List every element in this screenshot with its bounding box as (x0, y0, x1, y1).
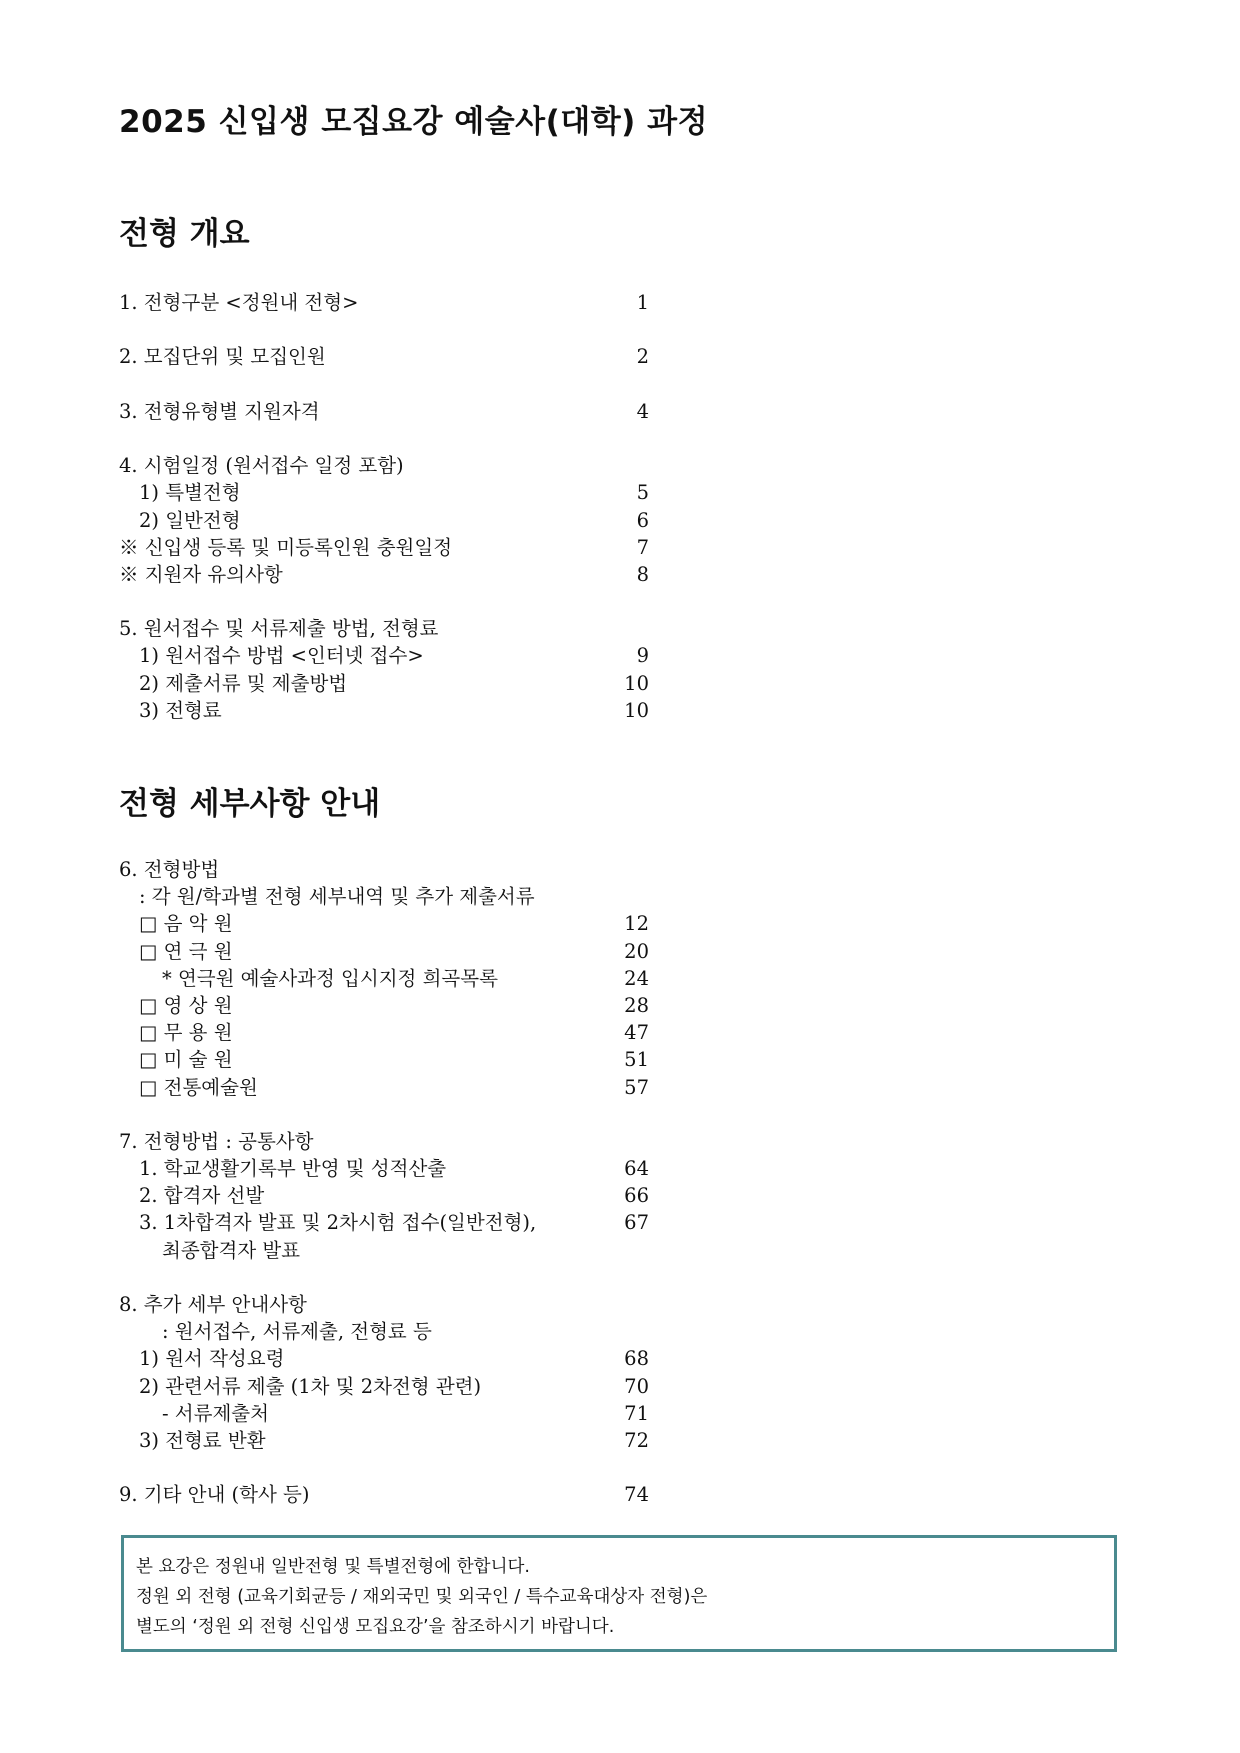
toc-entry (119, 1046, 649, 1073)
toc-spacer (119, 1101, 649, 1128)
toc-entry (119, 670, 649, 697)
toc-entry-page: 68 (624, 1347, 649, 1371)
toc-entry-text: □ 미 술 원 (139, 1048, 233, 1072)
toc-entry-text: * 연극원 예술사과정 입시지정 희곡목록 (162, 966, 498, 990)
toc-entry (119, 561, 649, 588)
toc-entry-text: 3) 전형료 반환 (139, 1428, 266, 1452)
toc-entry-text: 2. 합격자 선발 (139, 1184, 265, 1208)
toc-entry-page: 72 (624, 1428, 649, 1452)
toc-entry (119, 1373, 649, 1400)
toc-entry-text: 2) 제출서류 및 제출방법 (139, 671, 348, 695)
toc-entry (119, 1074, 649, 1101)
toc-spacer (119, 371, 649, 398)
toc-entry-text: 1) 특별전형 (139, 481, 241, 505)
toc-spacer (119, 1264, 649, 1291)
toc-entry (119, 1209, 649, 1236)
toc-entry-page: 10 (624, 698, 649, 722)
toc-entry (119, 883, 649, 910)
toc-entry-text: 1) 원서 작성요령 (139, 1347, 285, 1371)
toc-entry-page: 70 (624, 1374, 649, 1398)
toc-entry-page: 28 (624, 993, 649, 1017)
toc-entry (119, 1291, 649, 1318)
toc-entry (119, 452, 649, 479)
toc-entry-text: 1) 원서접수 방법 <인터넷 접수> (139, 644, 424, 668)
toc-spacer (119, 316, 649, 343)
toc-entry-page: 10 (624, 671, 649, 695)
toc-entry (119, 1345, 649, 1372)
toc-entry-page: 1 (636, 291, 649, 314)
toc-entry-page: 9 (636, 644, 649, 668)
toc-entry (119, 965, 649, 992)
toc-entry-text: 3) 전형료 (139, 698, 222, 722)
toc-entry (119, 1128, 649, 1155)
toc-entry-page: 47 (624, 1021, 649, 1045)
toc-entry-text: □ 연 극 원 (139, 939, 233, 963)
section-heading-details: 전형 세부사항 안내 (119, 786, 381, 822)
toc-entry (119, 289, 649, 316)
toc-entry (119, 1318, 649, 1345)
toc-entry-text: ※ 지원자 유의사항 (119, 562, 283, 586)
notice-line: 별도의 ‘정원 외 전형 신입생 모집요강’을 참조하시기 바랍니다. (136, 1617, 615, 1637)
toc-entry (119, 534, 649, 561)
toc-entry-text: 3. 1차합격자 발표 및 2차시험 접수(일반전형), (139, 1211, 537, 1235)
toc-entry (119, 856, 649, 883)
toc-entry-text: □ 영 상 원 (139, 993, 233, 1017)
toc-entry-text: 최종합격자 발표 (162, 1238, 301, 1262)
toc-entry-page: 20 (624, 939, 649, 963)
toc-entry (119, 1400, 649, 1427)
toc-entry-page: 51 (624, 1048, 649, 1072)
toc-entry-page: 66 (624, 1184, 649, 1208)
toc-entry-page: 2 (636, 345, 649, 369)
toc-entry-page: 6 (636, 508, 649, 532)
toc-entry (119, 1481, 649, 1508)
toc-entry-text: 8. 추가 세부 안내사항 (119, 1293, 307, 1316)
toc-entry (119, 398, 649, 425)
toc-entry-page: 8 (636, 562, 649, 586)
toc-entry (119, 1182, 649, 1209)
toc-entry (119, 615, 649, 642)
toc-entry-page: 64 (624, 1157, 649, 1181)
toc-entry-text: 4. 시험일정 (원서접수 일정 포함) (119, 454, 404, 478)
toc-spacer (119, 588, 649, 615)
toc-entry-text: □ 무 용 원 (139, 1021, 233, 1045)
toc-entry-text: ※ 신입생 등록 및 미등록인원 충원일정 (119, 535, 453, 559)
toc-entry (119, 642, 649, 669)
toc-entry-text: : 원서접수, 서류제출, 전형료 등 (162, 1320, 432, 1344)
toc-entry-page: 74 (624, 1483, 649, 1507)
toc-entry (119, 1019, 649, 1046)
toc-entry-page: 71 (624, 1401, 649, 1425)
toc-entry-text: □ 전통예술원 (139, 1075, 258, 1099)
toc-spacer (119, 425, 649, 452)
toc-entry-page: 7 (636, 535, 649, 559)
toc-entry-text: 3. 전형유형별 지원자격 (119, 399, 320, 423)
toc-spacer (119, 1454, 649, 1481)
toc-entry-page: 12 (624, 912, 649, 936)
toc-entry-text: 2. 모집단위 및 모집인원 (119, 345, 326, 369)
toc-entry (119, 910, 649, 937)
toc-details (119, 856, 649, 1509)
toc-entry (119, 479, 649, 506)
toc-entry (119, 697, 649, 724)
toc-entry (119, 1237, 649, 1264)
toc-entry-text: 7. 전형방법 : 공통사항 (119, 1129, 314, 1153)
toc-entry-page: 5 (636, 481, 649, 505)
toc-entry (119, 507, 649, 534)
toc-entry-page: 24 (624, 966, 649, 990)
toc-entry-page: 57 (624, 1075, 649, 1099)
toc-entry-text: 6. 전형방법 (119, 858, 220, 881)
toc-entry-text: 5. 원서접수 및 서류제출 방법, 전형료 (119, 617, 439, 641)
toc-entry (119, 992, 649, 1019)
toc-entry (119, 1155, 649, 1182)
notice-box (121, 1535, 1117, 1652)
toc-entry-text: 2) 일반전형 (139, 508, 241, 532)
toc-entry-text: : 각 원/학과별 전형 세부내역 및 추가 제출서류 (139, 885, 535, 909)
document-title: 2025 신입생 모집요강 예술사(대학) 과정 (119, 104, 709, 140)
toc-overview (119, 289, 649, 724)
toc-entry (119, 1427, 649, 1454)
toc-entry (119, 343, 649, 370)
toc-entry-text: - 서류제출처 (162, 1401, 269, 1425)
toc-entry-page: 67 (624, 1211, 649, 1235)
toc-entry-text: 2) 관련서류 제출 (1차 및 2차전형 관련) (139, 1374, 482, 1398)
notice-line: 정원 외 전형 (교육기회균등 / 재외국민 및 외국인 / 특수교육대상자 전형)은 (136, 1587, 708, 1607)
notice-line: 본 요강은 정원내 일반전형 및 특별전형에 한합니다. (136, 1557, 530, 1577)
toc-entry-text: 9. 기타 안내 (학사 등) (119, 1483, 310, 1507)
toc-entry-text: 1. 학교생활기록부 반영 및 성적산출 (139, 1157, 447, 1181)
toc-entry (119, 938, 649, 965)
toc-entry-text: 1. 전형구분 <정원내 전형> (119, 291, 359, 314)
toc-entry-text: □ 음 악 원 (139, 912, 233, 936)
toc-entry-page: 4 (636, 399, 649, 423)
section-heading-overview: 전형 개요 (119, 216, 250, 252)
